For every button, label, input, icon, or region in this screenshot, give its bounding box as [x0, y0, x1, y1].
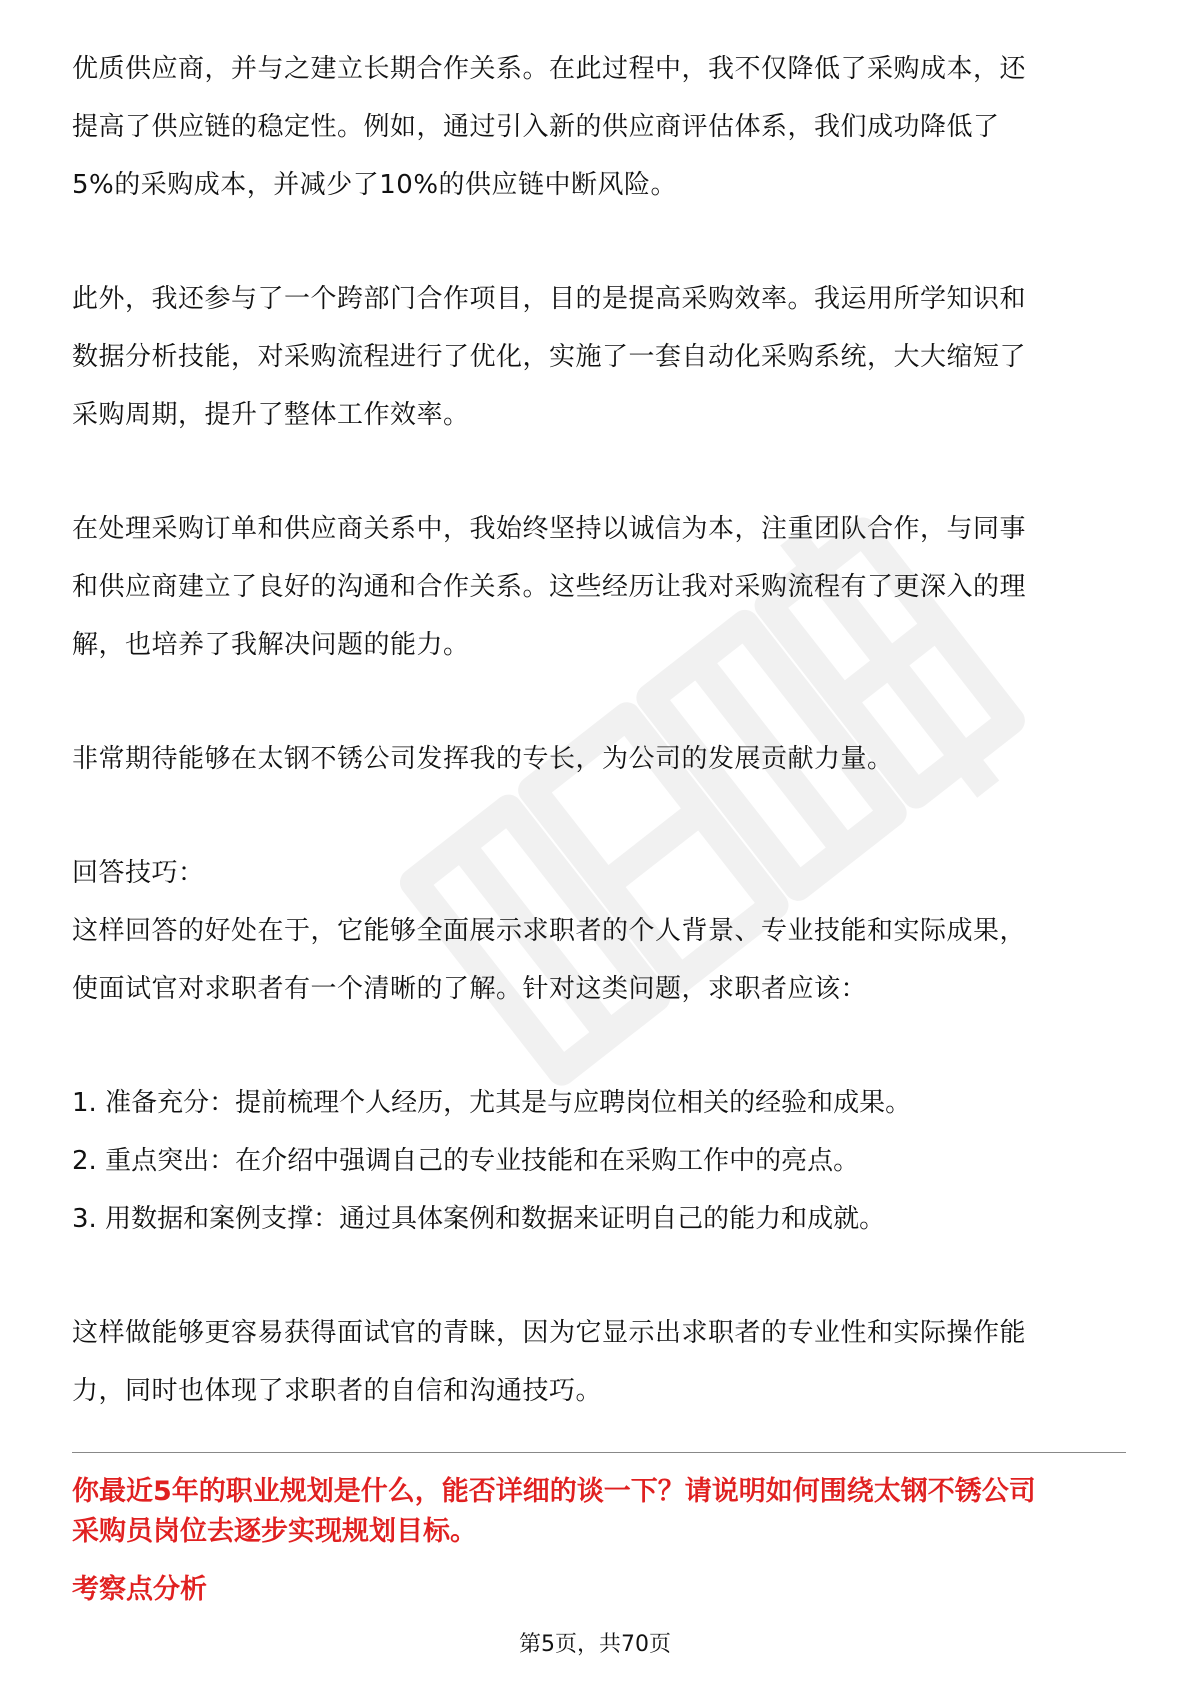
- paragraph-line: 在处理采购订单和供应商关系中，我始终坚持以诚信为本，注重团队合作，与同事: [72, 514, 1027, 544]
- question-line: 采购员岗位去逐步实现规划目标。: [72, 1516, 477, 1547]
- paragraph-line: 和供应商建立了良好的沟通和合作关系。这些经历让我对采购流程有了更深入的理: [72, 572, 1027, 602]
- paragraph-line: 5%的采购成本，并减少了10%的供应链中断风险。: [72, 170, 678, 200]
- paragraph-line: 优质供应商，并与之建立长期合作关系。在此过程中，我不仅降低了采购成本，还: [72, 54, 1027, 84]
- paragraph-line: 解，也培养了我解决问题的能力。: [72, 630, 470, 660]
- section-title: 考察点分析: [72, 1574, 207, 1605]
- page-number: 第5页，共70页: [519, 1632, 671, 1657]
- question-line: 你最近5年的职业规划是什么，能否详细的谈一下？请说明如何围绕太钢不锈公司: [72, 1476, 1036, 1507]
- interview-question: [72, 1472, 1132, 1552]
- tips-heading: 回答技巧：: [72, 858, 205, 888]
- paragraph-line: 提高了供应链的稳定性。例如，通过引入新的供应商评估体系，我们成功降低了: [72, 112, 1000, 142]
- paragraph-line: 使面试官对求职者有一个清晰的了解。针对这类问题，求职者应该：: [72, 974, 868, 1004]
- paragraph-line: 非常期待能够在太钢不锈公司发挥我的专长，为公司的发展贡献力量。: [72, 744, 894, 774]
- list-item: 3. 用数据和案例支撑：通过具体案例和数据来证明自己的能力和成就。: [72, 1204, 886, 1234]
- paragraph-line: 采购周期，提升了整体工作效率。: [72, 400, 470, 430]
- body-content: [72, 40, 1122, 1420]
- paragraph-line: 数据分析技能，对采购流程进行了优化，实施了一套自动化采购系统，大大缩短了: [72, 342, 1027, 372]
- list-item: 2. 重点突出：在介绍中强调自己的专业技能和在采购工作中的亮点。: [72, 1146, 860, 1176]
- list-item: 1. 准备充分：提前梳理个人经历，尤其是与应聘岗位相关的经验和成果。: [72, 1088, 912, 1118]
- paragraph-line: 此外，我还参与了一个跨部门合作项目，目的是提高采购效率。我运用所学知识和: [72, 284, 1027, 314]
- paragraph-line: 这样回答的好处在于，它能够全面展示求职者的个人背景、专业技能和实际成果，: [72, 916, 1027, 946]
- section-divider: [72, 1452, 1126, 1453]
- paragraph-line: 力，同时也体现了求职者的自信和沟通技巧。: [72, 1376, 603, 1406]
- paragraph-line: 这样做能够更容易获得面试官的青睐，因为它显示出求职者的专业性和实际操作能: [72, 1318, 1027, 1348]
